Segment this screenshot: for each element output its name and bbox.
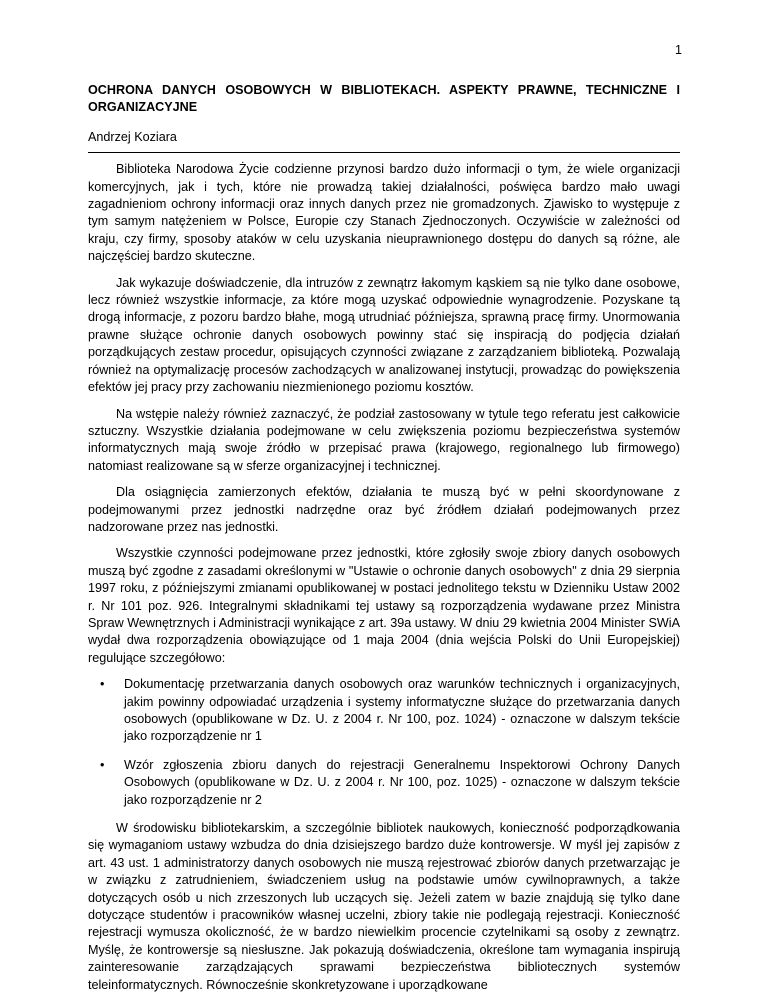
title-divider [88, 152, 680, 153]
bullet-icon: • [100, 757, 105, 772]
regulation-list [88, 676, 680, 809]
body-paragraph: W środowisku bibliotekarskim, a szczególnie bibliotek naukowych, konieczność podporządkowania się wymaganiom ustawy wzbudza do dnia dzisiejszego bardzo duże kontrowersje. W myśl jej zapisów z art. 43 ust. 1 administratorzy danych osobowych nie muszą rejestrować zbiorów danych przetwarzając je w związku z zatrudnieniem, świadczeniem usług na podstawie umów cywilnoprawnych, a także dotyczących osób u nich zrzeszonych lub uczących się. Jeżeli zatem w bazie znajdują się tylko dane dotyczące studentów i pracowników własnej uczelni, zbiory takie nie podlegają rejestracji. Konieczność rejestracji wymusza okoliczność, że w bardzo niewielkim procencie czytelnikami są osoby z zewnątrz. Myślę, że kontrowersje są niesłuszne. Jak pokazują doświadczenia, określone tam wymagania inspirują zainteresowanie zarządzających sprawami bezpieczeństwa bibliotecznych systemów teleinformatycznych. Równocześnie skonkretyzowane i uporządkowane [88, 821, 680, 992]
author-name: Andrzej Koziara [88, 129, 177, 144]
body-paragraph: Biblioteka Narodowa Życie codzienne przynosi bardzo dużo informacji o tym, że wiele organizacji komercyjnych, jak i tych, które nie prowadzą takiej działalności, poświęca bardzo mało uwagi zagadnieniom ochrony informacji oraz innych danych przez nie gromadzonych. Zjawisko to występuje z tym samym natężeniem w Polsce, Europie czy Stanach Zjednoczonych. Oczywiście w zależności od kraju, czy firmy, sposoby ataków w celu uzyskania nieuprawnionego dostępu do danych są różne, ale najczęściej bardzo skuteczne. [88, 162, 680, 264]
document-title: OCHRONA DANYCH OSOBOWYCH W BIBLIOTEKACH. ASPEKTY PRAWNE, TECHNICZNE I ORGANIZACYJNE [88, 83, 680, 115]
list-item [88, 757, 680, 809]
body-paragraph: Wszystkie czynności podejmowane przez jednostki, które zgłosiły swoje zbiory danych osobowych muszą być zgodne z zasadami określonymi w "Ustawie o ochronie danych osobowych" z dnia 29 sierpnia 1997 roku, z późniejszymi zmianami opublikowanej w postaci jednolitego tekstu w Dzienniku Ustaw 2002 r. Nr 101 poz. 926. Integralnymi składnikami tej ustawy są rozporządzenia wydawane przez Ministra Spraw Wewnętrznych i Administracji wynikające z art. 39a ustawy. W dniu 29 kwietnia 2004 Minister SWiA wydał dwa rozporządzenia obowiązujące od 1 maja 2004 (dnia wejścia Polski do Unii Europejskiej) regulujące szczegółowo: [88, 546, 680, 665]
bullet-icon: • [100, 677, 105, 692]
list-item [88, 676, 680, 746]
page-number: 1 [675, 43, 682, 57]
body-paragraph: Dla osiągnięcia zamierzonych efektów, działania te muszą być w pełni skoordynowane z podejmowanymi przez jednostki nadrzędne oraz być źródłem działań podejmowanych przez nadzorowane przez nas jednostki. [88, 485, 680, 534]
list-item-text: Wzór zgłoszenia zbioru danych do rejestracji Generalnemu Inspektorowi Ochrony Danych Osobowych (opublikowane w Dz. U. z 2004 r. Nr 100, poz. 1025) - oznaczone w dalszym tekście jako rozporządzenie nr 2 [124, 757, 680, 807]
list-item-text: Dokumentację przetwarzania danych osobowych oraz warunków technicznych i organizacyjnych, jakim powinny odpowiadać urządzenia i systemy informatyczne służące do przetwarzania danych osobowych (opublikowane w Dz. U. z 2004 r. Nr 100, poz. 1024) - oznaczone w dalszym tekście jako rozporządzenie nr 1 [124, 677, 680, 744]
body-paragraph: Na wstępie należy również zaznaczyć, że podział zastosowany w tytule tego referatu jest całkowicie sztuczny. Wszystkie działania podejmowane w celu zwiększenia poziomu bezpieczeństwa systemów informatycznych mają swoje źródło w przepisać prawa (krajowego, regionalnego lub firmowego) natomiast realizowane są w sferze organizacyjnej i technicznej. [88, 406, 680, 473]
document-content [88, 82, 680, 1003]
body-paragraph: Jak wykazuje doświadczenie, dla intruzów z zewnątrz łakomym kąskiem są nie tylko dane osobowe, lecz również wszystkie informacje, za które mogą uzyskać odpowiednie wynagrodzenie. Pozyskane tą drogą informacje, z pozoru bardzo błahe, mogą utrudniać późniejsza, sprawną pracę firmy. Unormowania prawne służące ochronie danych osobowych powinny stać się inspiracją do podjęcia działań porządkujących zestaw procedur, opisujących czynności związane z zarządzaniem biblioteką. Pozwalają również na optymalizację procesów zachodzących w analizowanej instytucji, prowadząc do powiększenia efektów jej pracy przy zachowaniu niezmienionego poziomu kosztów. [88, 275, 680, 395]
